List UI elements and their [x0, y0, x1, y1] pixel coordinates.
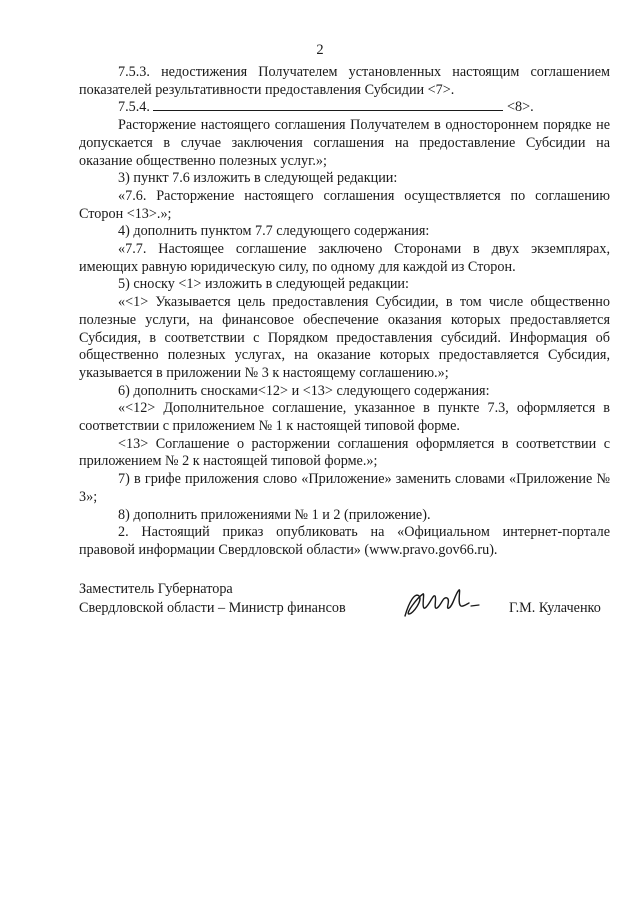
- signatory-title-line-1: Заместитель Губернатора: [79, 581, 233, 597]
- paragraph-footnote-13: <13> Соглашение о расторжении соглашения оформляется в соответствии с приложением № 2 к настоящей типовой форме.»;: [79, 435, 610, 470]
- paragraph-7-7: «7.7. Настоящее соглашение заключено Сторонами в двух экземплярах, имеющих равную юридическую силу, по одному для каждой из Сторон.: [79, 241, 610, 275]
- signatory-name: Г.М. Кулаченко: [509, 600, 601, 616]
- paragraph-footnote-1: «<1> Указывается цель предоставления Субсидии, в том числе общественно полезные услуги, на финансовое обеспечение оказания которых предоставляется Субсидия, в соответствии с Порядком предоставления субсидий. Информация об общественно полезных услугах, на оказание которых предоставляется Субсидия, указывается в приложении № 3 к настоящему соглашению.»;: [79, 294, 610, 381]
- paragraph-item-7: 7) в грифе приложения слово «Приложение» заменить словами «Приложение № 3»;: [79, 471, 610, 505]
- document-body: [79, 64, 610, 560]
- paragraph-footnote-12: «<12> Дополнительное соглашение, указанное в пункте 7.3, оформляется в соответствии с приложением № 1 к настоящей типовой форме.: [79, 400, 610, 435]
- paragraph-item-8: 8) дополнить приложениями № 1 и 2 (приложение).: [118, 506, 431, 523]
- paragraph-item-3: 3) пункт 7.6 изложить в следующей редакции:: [118, 170, 398, 187]
- signature-block: [79, 580, 610, 618]
- paragraph-item-4: 4) дополнить пунктом 7.7 следующего содержания:: [118, 223, 430, 240]
- paragraph-item-5: 5) сноску <1> изложить в следующей редакции:: [118, 276, 409, 293]
- paragraph-7-6: «7.6. Расторжение настоящего соглашения осуществляется по соглашению Сторон <13>.»;: [79, 187, 610, 222]
- paragraph-7-5-4-number: 7.5.4.: [118, 99, 154, 116]
- paragraph-7-5-4: [79, 99, 610, 117]
- handwritten-signature: [399, 584, 489, 624]
- paragraph-termination-restriction: Расторжение настоящего соглашения Получателем в одностороннем порядке не допускается в случае заключения соглашения на предоставление Субсидии на оказание общественно полезных услуг.»;: [79, 117, 610, 169]
- paragraph-publish-order: 2. Настоящий приказ опубликовать на «Официальном интернет-портале правовой информации Свердловской области» (www.pravo.gov66.ru).: [79, 524, 610, 558]
- paragraph-7-5-4-footnote: <8>.: [503, 99, 534, 116]
- paragraph-7-5-3: 7.5.3. недостижения Получателем установленных настоящим соглашением показателей результативности предоставления Субсидии <7>.: [79, 64, 610, 98]
- signatory-title-line-2: Свердловской области – Министр финансов: [79, 600, 346, 616]
- paragraph-item-6: 6) дополнить сносками<12> и <13> следующего содержания:: [118, 382, 490, 399]
- fill-in-blank-line: [153, 99, 503, 111]
- page-number: 2: [316, 42, 324, 58]
